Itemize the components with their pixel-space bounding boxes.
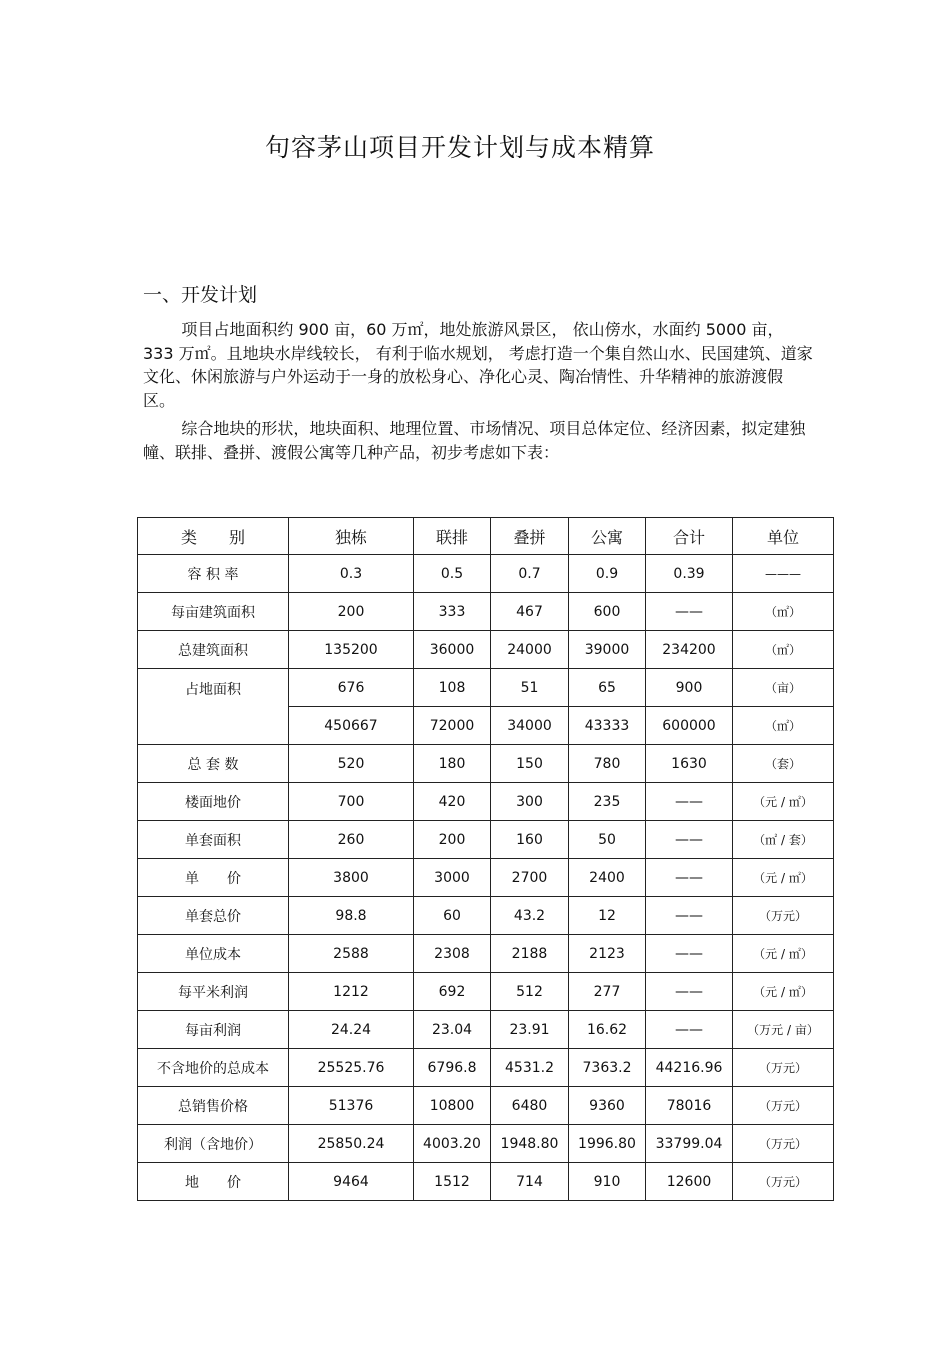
- cell-value: ——: [646, 821, 733, 859]
- cell-value: 9464: [289, 1163, 414, 1201]
- cell-value: 4003.20: [414, 1125, 491, 1163]
- cell-value: ——: [646, 897, 733, 935]
- row-label: 总 套 数: [138, 745, 289, 783]
- row-label: 利润（含地价）: [138, 1125, 289, 1163]
- cell-value: 0.9: [569, 555, 646, 593]
- row-label: 单套面积: [138, 821, 289, 859]
- row-label: 地 价: [138, 1163, 289, 1201]
- cell-value: 333: [414, 593, 491, 631]
- header-category: 类 别: [138, 518, 289, 555]
- cell-value: 7363.2: [569, 1049, 646, 1087]
- cell-value: 51376: [289, 1087, 414, 1125]
- cell-value: ——: [646, 1011, 733, 1049]
- cell-value: 2700: [491, 859, 569, 897]
- cell-value: 51: [491, 669, 569, 707]
- cell-value: 780: [569, 745, 646, 783]
- cell-value: 50: [569, 821, 646, 859]
- cell-value: 160: [491, 821, 569, 859]
- cell-unit: ———: [733, 555, 834, 593]
- table-row: [138, 935, 834, 973]
- paragraph-project-overview: 项目占地面积约 900 亩，60 万㎡，地处旅游风景区， 依山傍水，水面约 5000 亩，333 万㎡。且地块水岸线较长， 有利于临水规划， 考虑打造一个集自然山水、民国建筑、道家文化、休闲旅游与户外运动于一身的放松身心、净化心灵、陶冶情性、升华精神的旅游渡假区。: [143, 320, 813, 410]
- cell-value: 39000: [569, 631, 646, 669]
- row-label: 每亩建筑面积: [138, 593, 289, 631]
- cell-value: 23.91: [491, 1011, 569, 1049]
- cell-value: 520: [289, 745, 414, 783]
- cell-value: 235: [569, 783, 646, 821]
- cell-value: 450667: [289, 707, 414, 745]
- cell-value: 44216.96: [646, 1049, 733, 1087]
- cell-value: 1996.80: [569, 1125, 646, 1163]
- cell-value: 714: [491, 1163, 569, 1201]
- row-label: 单套总价: [138, 897, 289, 935]
- cell-unit: （亩）: [733, 669, 834, 707]
- development-plan-table: [137, 517, 834, 1201]
- cell-unit: （套）: [733, 745, 834, 783]
- row-label: 占地面积: [138, 669, 289, 745]
- cell-value: 3000: [414, 859, 491, 897]
- cell-unit: （元 / ㎡）: [733, 935, 834, 973]
- cell-value: 900: [646, 669, 733, 707]
- cell-value: 43333: [569, 707, 646, 745]
- cell-value: 25850.24: [289, 1125, 414, 1163]
- cell-value: 24.24: [289, 1011, 414, 1049]
- cell-value: 12600: [646, 1163, 733, 1201]
- cell-value: 10800: [414, 1087, 491, 1125]
- cell-value: 2188: [491, 935, 569, 973]
- cell-value: 700: [289, 783, 414, 821]
- cell-value: 34000: [491, 707, 569, 745]
- table-row: [138, 1125, 834, 1163]
- row-label: 总建筑面积: [138, 631, 289, 669]
- section-heading: 一、开发计划: [143, 284, 258, 306]
- cell-value: 277: [569, 973, 646, 1011]
- cell-value: 25525.76: [289, 1049, 414, 1087]
- cell-value: 9360: [569, 1087, 646, 1125]
- table-row: [138, 1163, 834, 1201]
- cell-value: 1948.80: [491, 1125, 569, 1163]
- cell-unit: （元 / ㎡）: [733, 973, 834, 1011]
- cell-value: 36000: [414, 631, 491, 669]
- cell-value: 1212: [289, 973, 414, 1011]
- row-label: 单 价: [138, 859, 289, 897]
- document-title: 句容茅山项目开发计划与成本精算: [264, 133, 655, 162]
- cell-value: 4531.2: [491, 1049, 569, 1087]
- cell-value: 43.2: [491, 897, 569, 935]
- header-stacked: 叠拼: [491, 518, 569, 555]
- cell-value: 108: [414, 669, 491, 707]
- cell-value: 33799.04: [646, 1125, 733, 1163]
- cell-value: 60: [414, 897, 491, 935]
- cell-value: 65: [569, 669, 646, 707]
- row-label: 不含地价的总成本: [138, 1049, 289, 1087]
- cell-value: 512: [491, 973, 569, 1011]
- cell-value: 12: [569, 897, 646, 935]
- row-label: 单位成本: [138, 935, 289, 973]
- cell-value: 600000: [646, 707, 733, 745]
- cell-value: 2588: [289, 935, 414, 973]
- cell-unit: （万元）: [733, 1049, 834, 1087]
- cell-value: 467: [491, 593, 569, 631]
- cell-value: 135200: [289, 631, 414, 669]
- cell-value: 2400: [569, 859, 646, 897]
- cell-unit: （万元）: [733, 1087, 834, 1125]
- cell-value: 6796.8: [414, 1049, 491, 1087]
- cell-value: 1512: [414, 1163, 491, 1201]
- cell-value: 0.3: [289, 555, 414, 593]
- header-detached: 独栋: [289, 518, 414, 555]
- cell-value: 16.62: [569, 1011, 646, 1049]
- cell-unit: （万元）: [733, 1125, 834, 1163]
- cell-unit: （元 / ㎡）: [733, 859, 834, 897]
- table-header-row: [138, 518, 834, 555]
- cell-value: 72000: [414, 707, 491, 745]
- cell-value: 200: [414, 821, 491, 859]
- cell-unit: （㎡）: [733, 593, 834, 631]
- header-apartment: 公寓: [569, 518, 646, 555]
- cell-value: 692: [414, 973, 491, 1011]
- row-label: 总销售价格: [138, 1087, 289, 1125]
- cell-value: ——: [646, 783, 733, 821]
- cell-value: 200: [289, 593, 414, 631]
- cell-value: ——: [646, 973, 733, 1011]
- table-row: [138, 897, 834, 935]
- cell-value: 0.5: [414, 555, 491, 593]
- paragraph-product-plan: 综合地块的形状，地块面积、地理位置、市场情况、项目总体定位、经济因素，拟定建独幢、联排、叠拼、渡假公寓等几种产品，初步考虑如下表：: [143, 419, 806, 462]
- cell-unit: （㎡）: [733, 707, 834, 745]
- table-row: [138, 555, 834, 593]
- cell-value: 300: [491, 783, 569, 821]
- cell-value: 98.8: [289, 897, 414, 935]
- cell-unit: （㎡）: [733, 631, 834, 669]
- cell-value: 420: [414, 783, 491, 821]
- cell-value: 23.04: [414, 1011, 491, 1049]
- cell-value: 1630: [646, 745, 733, 783]
- cell-value: 24000: [491, 631, 569, 669]
- table-row: [138, 783, 834, 821]
- cell-unit: （万元）: [733, 1163, 834, 1201]
- cell-unit: （㎡ / 套）: [733, 821, 834, 859]
- table-row: [138, 669, 834, 707]
- cell-value: 234200: [646, 631, 733, 669]
- header-total: 合计: [646, 518, 733, 555]
- cell-value: 3800: [289, 859, 414, 897]
- table-row: [138, 593, 834, 631]
- cell-value: 150: [491, 745, 569, 783]
- header-unit: 单位: [733, 518, 834, 555]
- cell-value: ——: [646, 935, 733, 973]
- cell-value: 2123: [569, 935, 646, 973]
- header-townhouse: 联排: [414, 518, 491, 555]
- table-row: [138, 1049, 834, 1087]
- cell-value: ——: [646, 859, 733, 897]
- table-row: [138, 973, 834, 1011]
- table-row: [138, 821, 834, 859]
- cell-unit: （万元 / 亩）: [733, 1011, 834, 1049]
- cell-value: 6480: [491, 1087, 569, 1125]
- cell-unit: （元 / ㎡）: [733, 783, 834, 821]
- row-label: 楼面地价: [138, 783, 289, 821]
- cell-value: 2308: [414, 935, 491, 973]
- row-label: 每亩利润: [138, 1011, 289, 1049]
- table-row: [138, 859, 834, 897]
- table-row: [138, 745, 834, 783]
- cell-value: 180: [414, 745, 491, 783]
- cell-value: 676: [289, 669, 414, 707]
- cell-value: 0.39: [646, 555, 733, 593]
- table-row: [138, 631, 834, 669]
- cell-value: 260: [289, 821, 414, 859]
- cell-value: 910: [569, 1163, 646, 1201]
- cell-value: ——: [646, 593, 733, 631]
- cell-value: 600: [569, 593, 646, 631]
- table-row: [138, 1011, 834, 1049]
- cell-unit: （万元）: [733, 897, 834, 935]
- cell-value: 0.7: [491, 555, 569, 593]
- row-label: 容 积 率: [138, 555, 289, 593]
- table-row: [138, 1087, 834, 1125]
- row-label: 每平米利润: [138, 973, 289, 1011]
- cell-value: 78016: [646, 1087, 733, 1125]
